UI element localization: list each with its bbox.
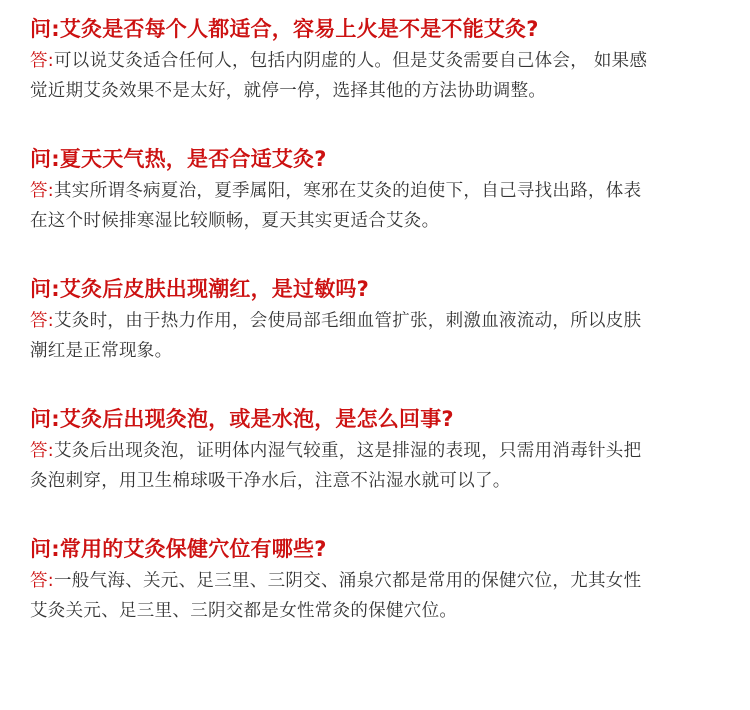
faq-answer-line: 觉近期艾灸效果不是太好，就停一停，选择其他的方法协助调整。 — [30, 81, 547, 101]
faq-answer-line: 潮红是正常现象。 — [30, 341, 173, 361]
faq-question: 问:艾灸后皮肤出现潮红，是过敏吗? — [30, 277, 369, 301]
faq-answer-line: 在这个时候排寒湿比较顺畅，夏天其实更适合艾灸。 — [30, 211, 440, 231]
faq-answer-line — [30, 566, 720, 596]
faq-item-2 — [30, 144, 720, 236]
faq-answer — [30, 176, 720, 236]
faq-answer — [30, 46, 720, 106]
faq-item-5 — [30, 534, 720, 626]
answer-prefix: 答: — [30, 441, 54, 461]
answer-prefix: 答: — [30, 311, 54, 331]
answer-text: 一般气海、关元、足三里、三阴交、涌泉穴都是常用的保健穴位，尤其女性 — [54, 571, 642, 591]
faq-item-4 — [30, 404, 720, 496]
faq-answer-line — [30, 436, 720, 466]
faq-answer-line — [30, 46, 720, 76]
faq-question: 问:艾灸后出现灸泡，或是水泡，是怎么回事? — [30, 407, 454, 431]
answer-prefix: 答: — [30, 181, 54, 201]
faq-item-1 — [30, 14, 720, 106]
faq-answer-line — [30, 176, 720, 206]
faq-answer-line — [30, 306, 720, 336]
faq-list — [30, 14, 720, 664]
answer-text: 其实所谓冬病夏治，夏季属阳，寒邪在艾灸的迫使下，自己寻找出路，体表 — [54, 181, 642, 201]
faq-answer — [30, 436, 720, 496]
answer-prefix: 答: — [30, 51, 54, 71]
faq-answer — [30, 306, 720, 366]
faq-question: 问:常用的艾灸保健穴位有哪些? — [30, 537, 327, 561]
faq-answer — [30, 566, 720, 626]
answer-prefix: 答: — [30, 571, 54, 591]
answer-text: 艾灸后出现灸泡，证明体内湿气较重，这是排湿的表现，只需用消毒针头把 — [54, 441, 642, 461]
answer-text: 可以说艾灸适合任何人，包括内阴虚的人。但是艾灸需要自己体会， 如果感 — [54, 51, 648, 71]
faq-question: 问:夏天天气热，是否合适艾灸? — [30, 147, 327, 171]
faq-answer-line: 灸泡刺穿，用卫生棉球吸干净水后，注意不沾湿水就可以了。 — [30, 471, 511, 491]
faq-item-3 — [30, 274, 720, 366]
faq-answer-line: 艾灸关元、足三里、三阴交都是女性常灸的保健穴位。 — [30, 601, 458, 621]
faq-question: 问:艾灸是否每个人都适合，容易上火是不是不能艾灸? — [30, 17, 539, 41]
answer-text: 艾灸时，由于热力作用，会使局部毛细血管扩张，刺激血液流动，所以皮肤 — [54, 311, 642, 331]
